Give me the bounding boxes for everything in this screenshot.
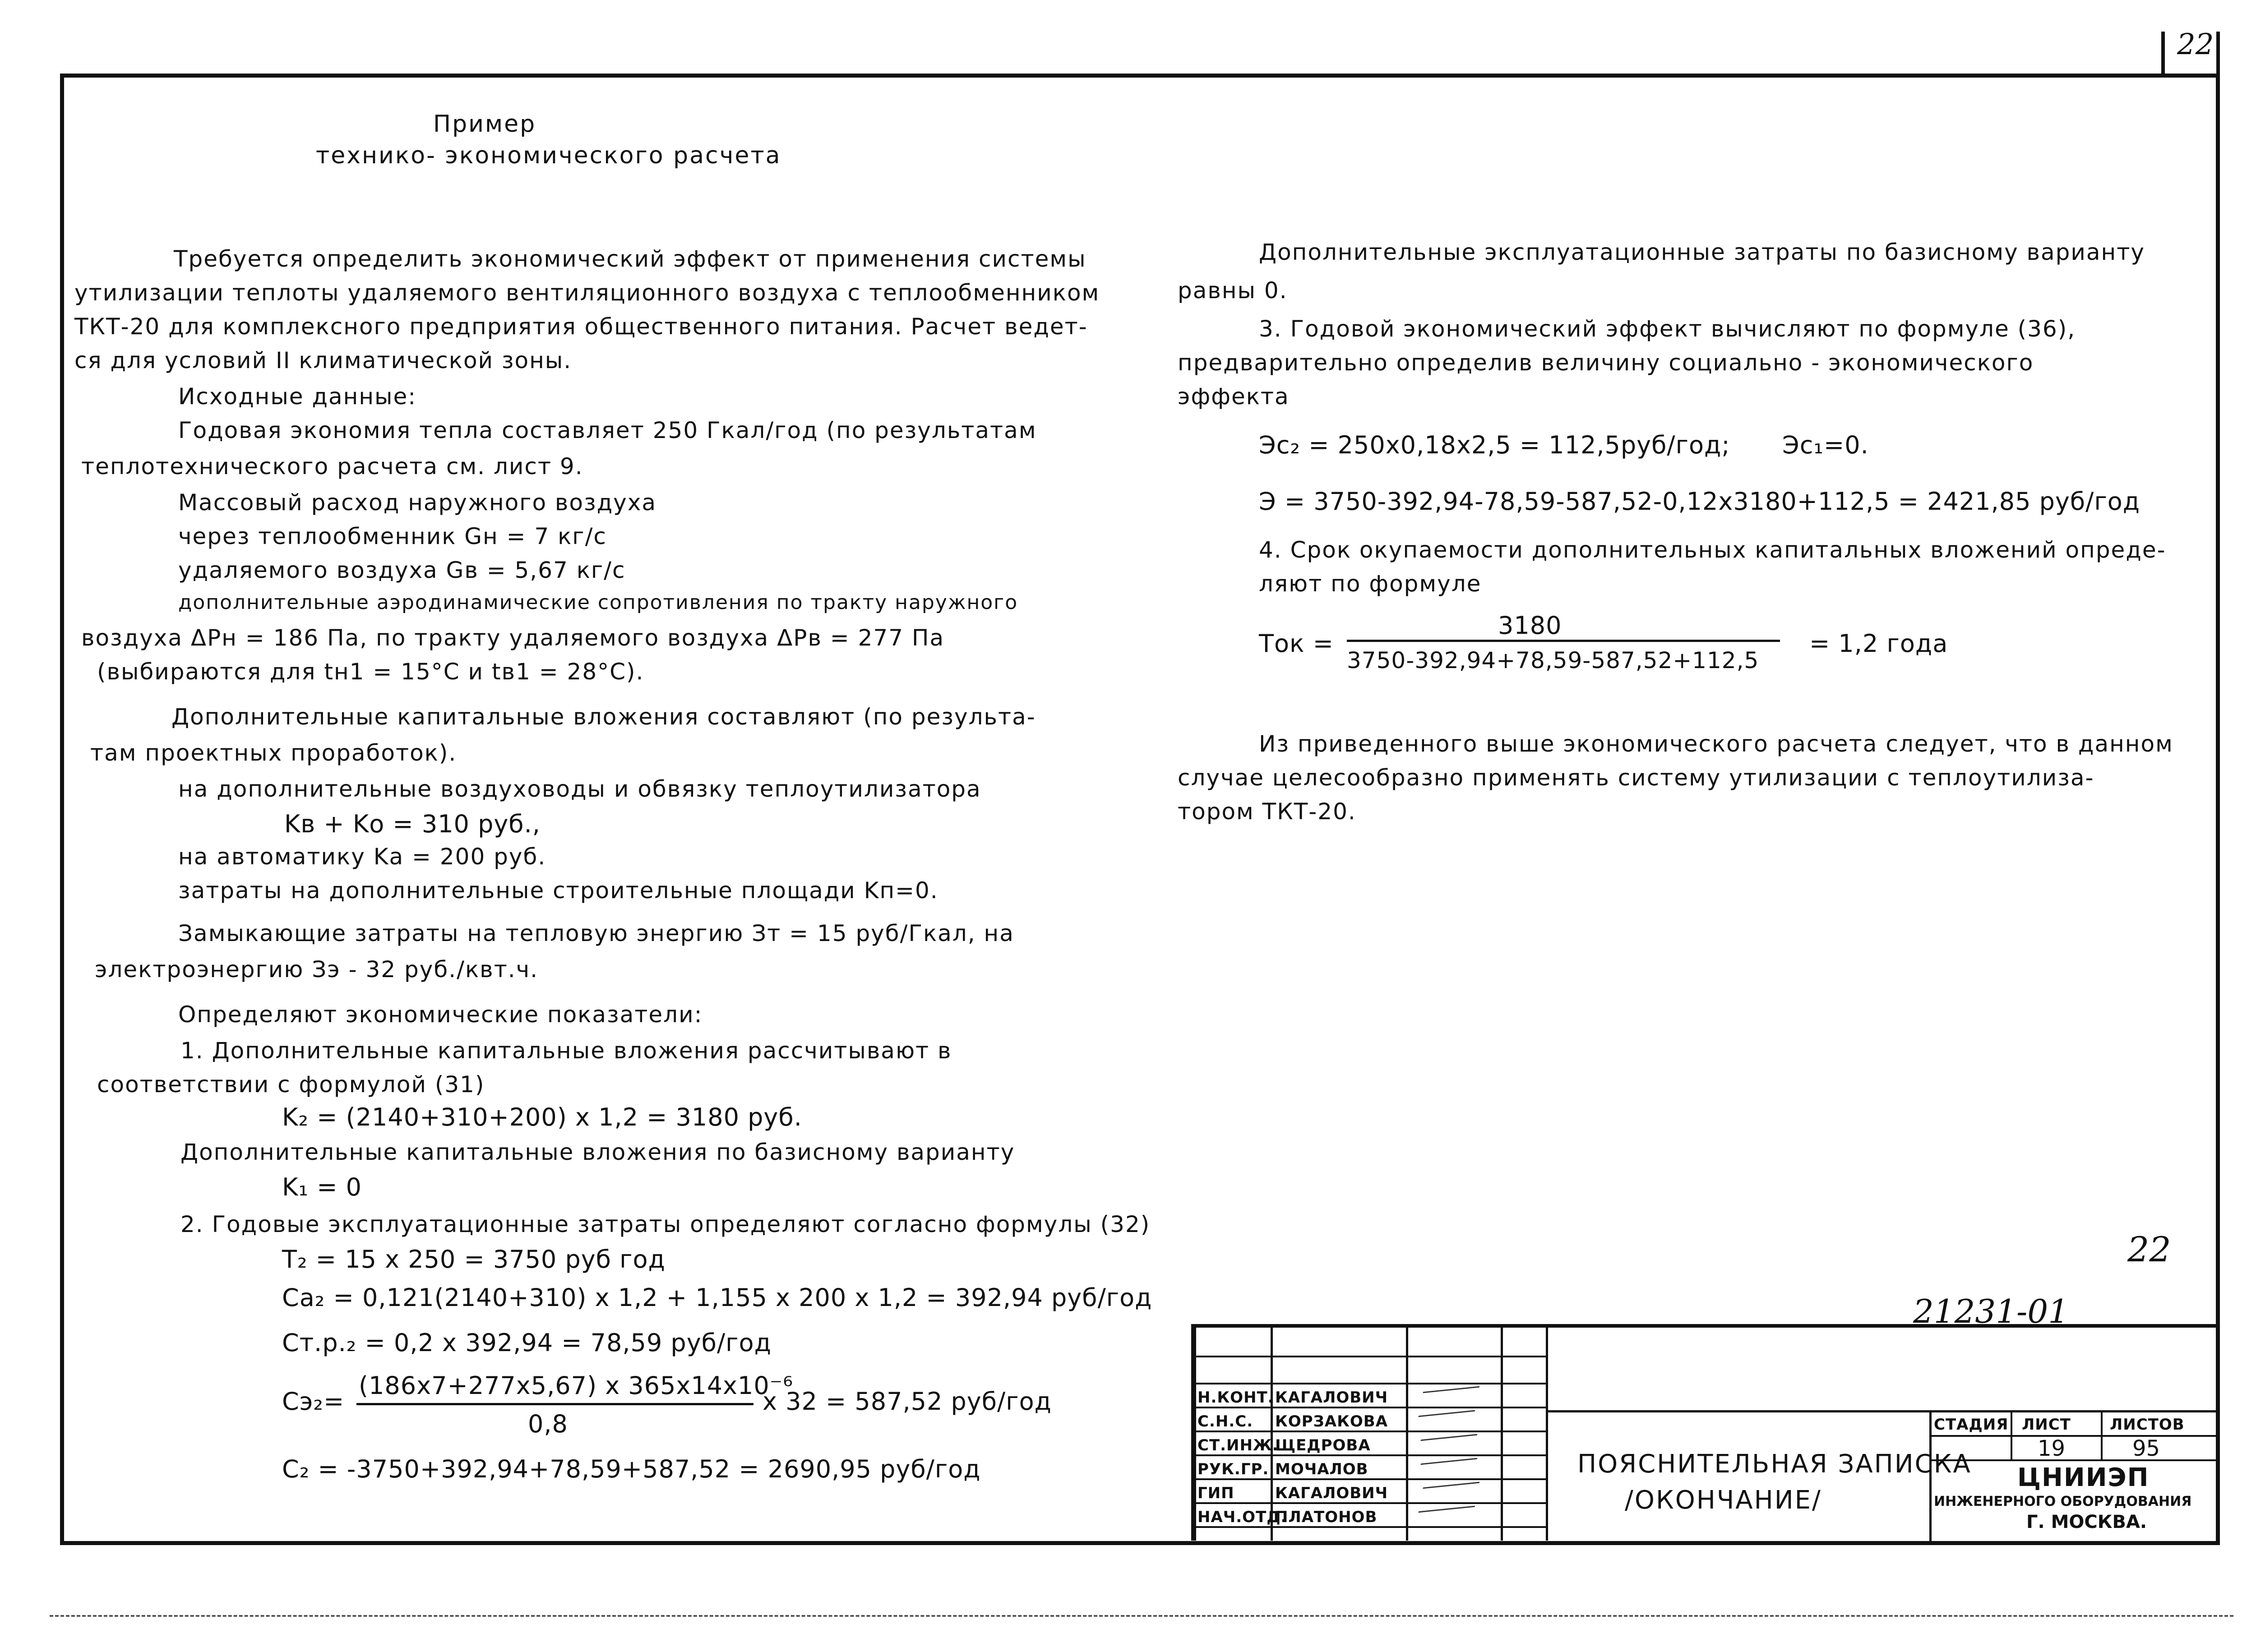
tok-lhs: Tок = xyxy=(1259,629,1334,658)
sheet-label: ЛИСТ xyxy=(2022,1416,2071,1434)
name-5: КАГАЛОВИЧ xyxy=(1275,1484,1388,1502)
sheet-number: 19 xyxy=(2038,1436,2066,1461)
document-subtitle: /ОКОНЧАНИЕ/ xyxy=(1625,1486,1822,1515)
org-name: ЦНИИЭП xyxy=(2017,1463,2150,1492)
kp-text: затраты на дополнительные строительные площади Kп=0. xyxy=(178,877,938,904)
k1-formula: K₁ = 0 xyxy=(282,1173,362,1201)
left-p3-line3: (выбираются для tн1 = 15°С и tв1 = 28°С). xyxy=(97,659,644,685)
right-p3-line2: ляют по формуле xyxy=(1259,571,1482,597)
role-3: СТ.ИНЖ. xyxy=(1197,1436,1279,1454)
document-title: ПОЯСНИТЕЛЬНАЯ ЗАПИСКА xyxy=(1577,1449,1972,1479)
stamp-vline-2 xyxy=(1406,1328,1408,1541)
ec2-formula: Эс₂ = 250x0,18x2,5 = 112,5руб/год; xyxy=(1259,431,1730,459)
signature-4 xyxy=(1420,1446,1482,1465)
stamp-hline-4 xyxy=(1194,1431,1548,1432)
signature-3 xyxy=(1420,1422,1482,1441)
right-p4-line1: Из приведенного выше экономического расчета следует, что в данном xyxy=(1259,731,2173,757)
right-p4-line3: тором ТКТ-20. xyxy=(1178,798,1356,825)
role-5: ГИП xyxy=(1197,1484,1234,1502)
role-6: НАЧ.ОТД. xyxy=(1197,1508,1287,1526)
ce2-denominator: 0,8 xyxy=(528,1410,568,1438)
title-block xyxy=(1191,1324,2216,1541)
left-p8: Дополнительные капитальные вложения по базисному варианту xyxy=(180,1139,1015,1165)
tok-fraction-line xyxy=(1347,640,1780,642)
name-1: КАГАЛОВИЧ xyxy=(1275,1389,1388,1407)
t2-formula: T₂ = 15 x 250 = 3750 руб год xyxy=(282,1245,666,1274)
left-p1-line2: утилизации теплоты удаляемого вентиляционного воздуха с теплообменником xyxy=(74,280,1100,306)
ca2-formula: Cа₂ = 0,121(2140+310) x 1,2 + 1,155 x 200 x 1,2 = 392,94 руб/год xyxy=(282,1283,1152,1312)
stamp-hline-6 xyxy=(1194,1478,1548,1480)
stamp-vline-4 xyxy=(1546,1328,1548,1541)
org-department: ИНЖЕНЕРНОГО ОБОРУДОВАНИЯ xyxy=(1934,1494,2192,1509)
source-heading: Исходные данные: xyxy=(178,383,417,410)
role-2: С.Н.С. xyxy=(1197,1412,1253,1431)
role-1: Н.КОНТ. xyxy=(1197,1389,1274,1407)
stamp-title-hline xyxy=(1548,1410,2216,1412)
stamp-info-vline-3 xyxy=(2101,1410,2103,1460)
ka-text: на автоматику Kа = 200 руб. xyxy=(178,844,546,870)
right-p3-line1: 4. Срок окупаемости дополнительных капитальных вложений опреде- xyxy=(1259,537,2166,563)
right-p2-line3: эффекта xyxy=(1178,383,1290,410)
title-line2: технико- экономического расчета xyxy=(316,142,781,169)
ce2-lhs: Cэ₂= xyxy=(282,1387,345,1416)
ctr2-formula: Ст.р.₂ = 0,2 x 392,94 = 78,59 руб/год xyxy=(282,1329,772,1357)
left-p4-line1: Дополнительные капитальные вложения составляют (по результа- xyxy=(171,704,1036,730)
stamp-hline-8 xyxy=(1194,1526,1548,1528)
left-p2-line1: Годовая экономия тепла составляет 250 Гкал/год (по результатам xyxy=(178,417,1037,443)
stamp-hline-5 xyxy=(1194,1454,1548,1456)
right-p4-line2: случае целесообразно применять систему утилизации с теплоутилиза- xyxy=(1178,765,2094,791)
stamp-info-hline-1 xyxy=(1929,1435,2216,1437)
signature-1 xyxy=(1423,1375,1484,1393)
right-p1-line1: Дополнительные эксплуатационные затраты по базисному варианту xyxy=(1259,239,2145,265)
name-6: ПЛАТОНОВ xyxy=(1275,1508,1378,1526)
left-p1-line1: Требуется определить экономический эффект от применения системы xyxy=(174,246,1086,272)
left-p2-line2: теплотехнического расчета см. лист 9. xyxy=(81,453,583,480)
stamp-hline-2 xyxy=(1194,1383,1548,1384)
tok-denominator: 3750-392,94+78,59-587,52+112,5 xyxy=(1347,647,1759,674)
ec1-formula: Эс₁=0. xyxy=(1782,431,1869,459)
left-p3-line1: дополнительные аэродинамические сопротивления по тракту наружного xyxy=(178,591,1018,614)
stamp-info-vline-2 xyxy=(2011,1410,2012,1460)
stamp-hline-7 xyxy=(1194,1502,1548,1504)
document-code: 21231-01 xyxy=(1913,1292,2069,1330)
stamp-hline-1 xyxy=(1194,1356,1548,1357)
stage-label: СТАДИЯ xyxy=(1934,1416,2009,1434)
left-p3-line2: воздуха ΔPн = 186 Па, по тракту удаляемого воздуха ΔPв = 277 Па xyxy=(81,625,945,651)
ce2-rhs: x 32 = 587,52 руб/год xyxy=(763,1387,1052,1416)
stamp-vline-0 xyxy=(1194,1328,1196,1541)
k2-formula: K₂ = (2140+310+200) x 1,2 = 3180 руб. xyxy=(282,1103,802,1131)
name-3: ЩЕДРОВА xyxy=(1275,1436,1371,1454)
right-p1-line2: равны 0. xyxy=(1178,277,1288,304)
signature-6 xyxy=(1418,1494,1479,1513)
handwritten-page-number: 22 xyxy=(2127,1229,2171,1269)
title-line1: Пример xyxy=(433,111,536,138)
signature-2 xyxy=(1418,1398,1479,1417)
org-city: Г. МОСКВА. xyxy=(2026,1512,2147,1532)
kv-formula: Kв + Kо = 310 руб., xyxy=(284,810,541,838)
sheets-count: 95 xyxy=(2132,1436,2160,1461)
left-p5: на дополнительные воздуховоды и обвязку теплоутилизатора xyxy=(178,776,981,802)
left-p7-line1: 1. Дополнительные капитальные вложения рассчитывают в xyxy=(180,1038,952,1064)
sheets-label: ЛИСТОВ xyxy=(2110,1416,2185,1434)
left-p7-line2: соответствии с формулой (31) xyxy=(97,1071,485,1098)
stamp-hline-3 xyxy=(1194,1407,1548,1408)
stamp-info-hline-2 xyxy=(1929,1459,2216,1461)
tok-numerator: 3180 xyxy=(1498,611,1562,640)
right-p2-line1: 3. Годовой экономический эффект вычисляют по формуле (36), xyxy=(1259,316,2076,342)
indicators-heading: Определяют экономические показатели: xyxy=(178,1001,703,1028)
tok-rhs: = 1,2 года xyxy=(1809,629,1948,658)
flow-heading: Массовый расход наружного воздуха xyxy=(178,489,656,516)
corner-page-number: 22 xyxy=(2177,28,2214,61)
left-p6-line2: электроэнергию Зэ - 32 руб./квт.ч. xyxy=(95,956,539,983)
trim-line xyxy=(50,1615,2233,1617)
c2-formula: C₂ = -3750+392,94+78,59+587,52 = 2690,95 руб/год xyxy=(282,1455,981,1483)
left-p6-line1: Замыкающие затраты на тепловую энергию Зт = 15 руб/Гкал, на xyxy=(178,920,1014,946)
e-formula: Э = 3750-392,94-78,59-587,52-0,12x3180+112,5 = 2421,85 руб/год xyxy=(1259,487,2140,516)
stamp-vline-3 xyxy=(1501,1328,1503,1541)
flow-outdoor: через теплообменник Gн = 7 кг/с xyxy=(178,523,607,549)
ce2-numerator: (186x7+277x5,67) x 365x14x10⁻⁶ xyxy=(359,1371,793,1400)
name-4: МОЧАЛОВ xyxy=(1275,1460,1368,1478)
left-p1-line4: ся для условий II климатической зоны. xyxy=(74,347,572,374)
ce2-fraction-line xyxy=(356,1403,754,1405)
role-4: РУК.ГР. xyxy=(1197,1460,1269,1478)
left-p9: 2. Годовые эксплуатационные затраты определяют согласно формулы (32) xyxy=(180,1211,1151,1237)
left-p1-line3: ТКТ-20 для комплексного предприятия общественного питания. Расчет ведет- xyxy=(74,314,1088,340)
name-2: КОРЗАКОВА xyxy=(1275,1412,1388,1431)
left-p4-line2: там проектных проработок). xyxy=(90,740,457,766)
flow-exhaust: удаляемого воздуха Gв = 5,67 кг/с xyxy=(178,557,626,583)
right-p2-line2: предварительно определив величину социально - экономического xyxy=(1178,350,2034,376)
signature-5 xyxy=(1423,1470,1484,1489)
